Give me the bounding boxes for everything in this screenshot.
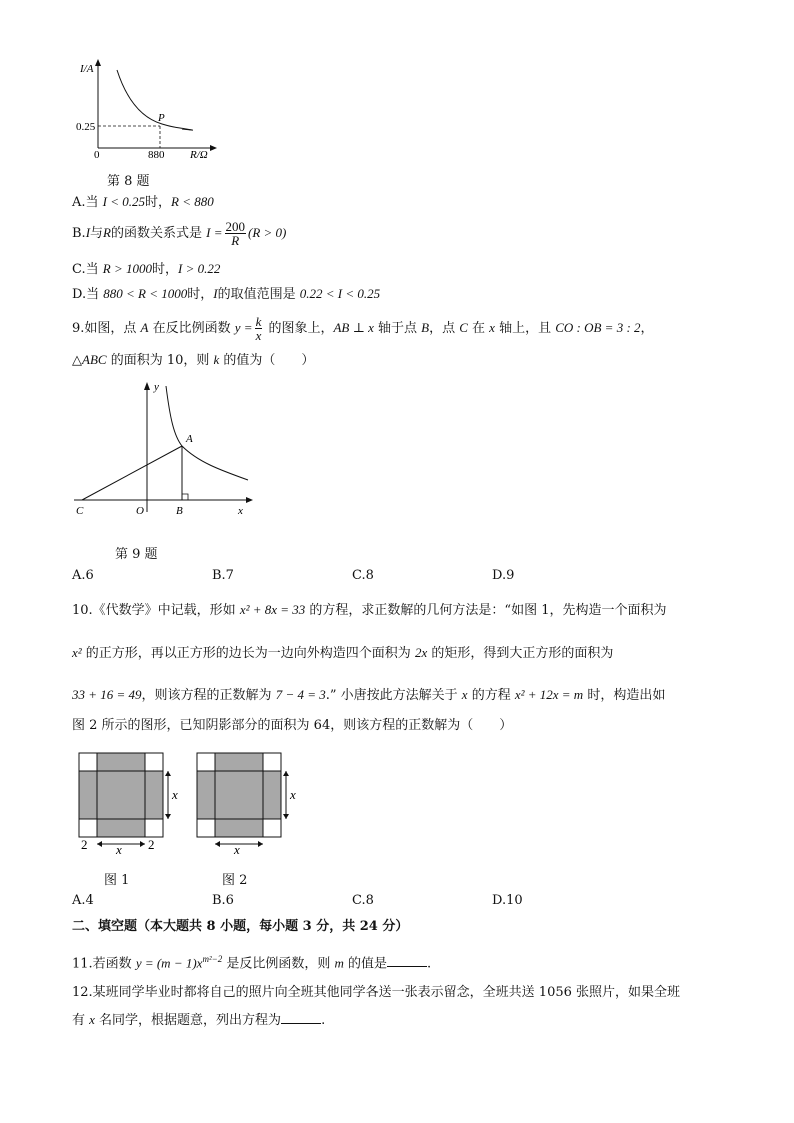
q10-option-c: C.8 bbox=[352, 893, 374, 908]
fig9-point-b: B bbox=[176, 505, 183, 517]
fig2-x-right: x bbox=[290, 787, 296, 802]
hyperbola-curve bbox=[166, 386, 248, 480]
fig1-2-left: 2 bbox=[81, 837, 88, 852]
q9-option-a: A.6 bbox=[72, 568, 94, 583]
section-2-heading: 二、填空题（本大题共 8 小题，每小题 3 分，共 24 分） bbox=[72, 919, 409, 934]
figure-9-graph bbox=[70, 378, 255, 518]
q10-stem-line-3: 33 + 16 = 49，则该方程的正数解为 7 − 4 = 3.” 小唐按此方法解关于 x 的方程 x² + 12x = m 时，构造出如 bbox=[72, 687, 666, 703]
figure-1-caption: 图 1 bbox=[104, 873, 130, 888]
q10-option-d: D.10 bbox=[492, 893, 523, 908]
figure-8-graph bbox=[72, 56, 222, 161]
figure-2-caption: 图 2 bbox=[222, 873, 248, 888]
q10-stem-line-4: 图 2 所示的图形，已知阴影部分的面积为 64，则该方程的正数解为（ ） bbox=[72, 718, 513, 733]
fraction-k-over-x: $\frac{k}{x}$ bbox=[255, 314, 262, 343]
q9-stem-line-2: △ABC 的面积为 10，则 k 的值为（ ） bbox=[72, 352, 315, 368]
fig1-x-right: x bbox=[172, 787, 178, 802]
fig1-x-bottom: x bbox=[116, 842, 122, 857]
fig8-origin: 0 bbox=[94, 149, 100, 161]
fig8-xlabel: R/Ω bbox=[190, 149, 208, 161]
q8-option-d: D.当 880 < R < 1000时，I的取值范围是 0.22 < I < 0.25 bbox=[72, 286, 381, 302]
q12-answer-blank bbox=[281, 1011, 321, 1024]
q12-stem-line-1: 12.某班同学毕业时都将自己的照片向全班其他同学各送一张表示留念，全班共送 1056 张照片，如果全班 bbox=[72, 985, 681, 1000]
q11-stem: 11.若函数 $y = (m - 1)x^{m^2-2}$ 是反比例函数，则 m 的值是 . bbox=[72, 954, 432, 972]
q12-stem-line-2: 有 x 名同学，根据题意，列出方程为 . bbox=[72, 1012, 326, 1028]
q10-option-a: A.4 bbox=[72, 893, 94, 908]
q9-option-b: B.7 bbox=[212, 568, 234, 583]
fig8-y-tick: 0.25 bbox=[76, 121, 96, 133]
fig1-2-right: 2 bbox=[148, 837, 155, 852]
q9-stem-line-1: 9.如图，点 A 在反比例函数 y = $\frac{k}{x}$ 的图象上，AB ⊥ x 轴于点 B，点 C 在 x 轴上，且 CO : OB = 3 : 2， bbox=[72, 314, 654, 343]
fig9-x-label: x bbox=[238, 505, 243, 517]
q10-option-b: B.6 bbox=[212, 893, 234, 908]
q10-figure-2 bbox=[192, 748, 304, 858]
q8-option-a: A.当 I < 0.25时，R < 880 bbox=[72, 194, 214, 210]
q11-answer-blank bbox=[387, 954, 427, 967]
q10-stem-line-2: x² 的正方形，再以正方形的边长为一边向外构造四个面积为 2x 的矩形，得到大正方形的面积为 bbox=[72, 645, 614, 661]
figure-9-caption: 第 9 题 bbox=[115, 547, 158, 562]
q9-option-d: D.9 bbox=[492, 568, 515, 583]
fraction-200-over-r: $\frac{200}{R}$ bbox=[225, 219, 246, 248]
q10-stem-line-1: 10.《代数学》中记载，形如 x² + 8x = 33 的方程，求正数解的几何方法是：“如图 1，先构造一个面积为 bbox=[72, 602, 667, 618]
figure-8-caption: 第 8 题 bbox=[107, 174, 150, 189]
fig2-x-bottom: x bbox=[234, 842, 240, 857]
fig8-ylabel: I/A bbox=[80, 63, 94, 75]
fig9-point-c: C bbox=[76, 505, 84, 517]
hyperbola-curve bbox=[117, 70, 193, 130]
q10-figure-1 bbox=[74, 748, 186, 858]
q9-option-c: C.8 bbox=[352, 568, 374, 583]
fig9-y-label: y bbox=[154, 381, 159, 393]
fig9-point-a: A bbox=[186, 433, 193, 445]
fig8-x-tick: 880 bbox=[148, 149, 165, 161]
q8-option-c: C.当 R > 1000时，I > 0.22 bbox=[72, 261, 221, 277]
fig8-point-label: P bbox=[158, 112, 165, 124]
q8-option-b: B.I与R的函数关系式是 I = $\frac{200}{R}$ (R > 0) bbox=[72, 219, 287, 248]
fig9-point-o: O bbox=[136, 505, 144, 517]
